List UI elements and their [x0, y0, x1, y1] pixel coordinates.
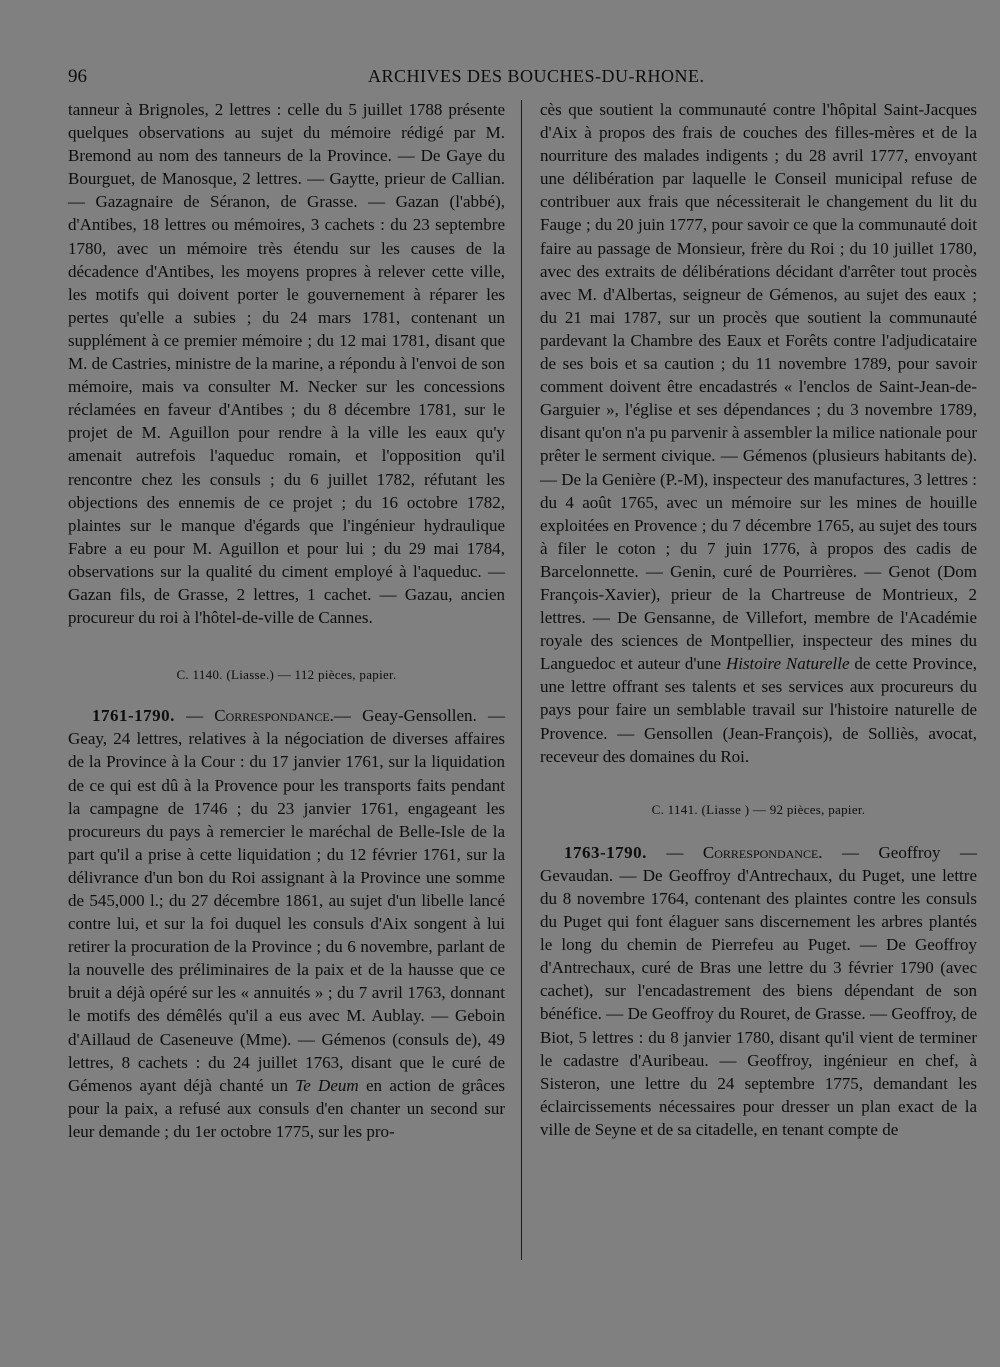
archive-reference: C. 1140. (Liasse.) — 112 pièces, papier.: [176, 667, 397, 683]
continuation-text-end: de cette Province, une lettre offrant ses talents et ses services aux procureurs du pays pour faire un semblable travail sur l'histoire naturelle de Provence. — Gensollen (Jean-François), de Solliès, avocat, receveur des domaines du Roi.: [540, 654, 977, 766]
entry-text-end: en action de grâces pour la paix, a refusé aux consuls d'en chanter un second sur leur demande ; du 1er octobre 1775, sur les pro-: [68, 1075, 505, 1141]
entry-text: — Geoffroy — Gevaudan. — De Geoffroy d'Antrechaux, du Puget, une lettre du 8 novembre 1764, contenant des plaintes contre les consuls du Puget qui font élaguer sans discernement les arbres plantés le long du chemin de Pierrefeu au Puget. — De Geoffroy d'Antrechaux, curé de Bras une lettre du 3 février 1790 (avec cachet), sur l'encadastrement des biens dépendant de son bénéfice. — De Geoffroy du Rouret, de Grasse. — Geoffroy, de Biot, 5 lettres : du 8 janvier 1780, disant qu'il vient de terminer le cadastre d'Auribeau. — Geoffroy, ingénieur en chef, à Sisteron, une lettre du 24 septembre 1775, demandant les éclaircissements nécessaires pour dresser un plan exact de la ville de Seyne et de sa citadelle, en tenant compte de: [540, 842, 978, 1139]
continuation-italic: Histoire Naturelle: [725, 654, 850, 674]
archive-reference: C. 1141. (Liasse ) — 92 pièces, papier.: [651, 801, 866, 817]
continuation-paragraph: [540, 98, 977, 768]
continuation-text: cès que soutient la communauté contre l'hôpital Saint-Jacques d'Aix à propos des frais de couches des filles-mères et de la nourriture des malades indigents ; du 28 avril 1777, envoyant une délibération par laquelle le Conseil municipal refuse de contribuer aux frais que nécessiterait le changement du lit du Fauge ; du 20 juin 1777, pour savoir ce que la communauté doit faire au passage de Monsieur, frère du Roi ; du 10 juillet 1780, avec des extraits de délibérations décidant d'arrêter tout procès avec M. d'Albertas, seigneur de Gémenos, au sujet des eaux ; du 21 mai 1787, sur un procès que soutient la communauté pardevant la Chambre des Eaux et Forêts contre l'adjudicataire de ses bois et sa caution ; du 11 novembre 1789, pour savoir comment doivent être encadastrés « l'enclos de Saint-Jean-de-Garguier », l'église et ses dépendances ; du 3 novembre 1789, disant qu'on n'a pu parvenir à assembler la milice nationale pour prêter le serment civique. — Gémenos (plusieurs habitants de). — De la Genière (P.-M), inspecteur des manufactures, 3 lettres : du 4 août 1765, avec un mémoire sur les mines de houille exploitées en Provence ; du 7 décembre 1765, au sujet des tours à filer le coton ; du 7 juin 1776, à propos des cadis de Barcelonnette. — Genin, curé de Pourrières. — Genot (Dom François-Xavier), prieur de la Chartreuse de Montrieux, 2 lettres. — De Gensanne, de Villefort, membre de l'Académie royale des sciences de Montpellier, inspecteur des mines du Languedoc et auteur d'une: [540, 100, 977, 674]
inventory-entry: [540, 841, 977, 1141]
entry-separator: —: [174, 706, 215, 726]
entry-italic: Te Deum: [295, 1075, 359, 1095]
entry-heading: Correspondance.: [702, 842, 823, 862]
entry-dates: 1763-1790.: [564, 842, 647, 862]
page-number: 96: [68, 66, 87, 87]
running-title: ARCHIVES DES BOUCHES-DU-RHONE.: [368, 66, 705, 86]
column-divider: [521, 100, 522, 1260]
entry-text: — Geay-Gensollen. — Geay, 24 lettres, relatives à la négociation de diverses affaires de la Province à la Cour : du 17 janvier 1761, sur la liquidation de ce qui est dû à la Provence pour les transports faits pendant la campagne de 1746 ; du 23 janvier 1761, engageant les procureurs du pays à remercier le maréchal de Belle-Isle de la part qu'il a prise à cette liquidation ; du 12 février 1761, sur la délivrance d'un bon du Roi assignant à la Province une somme de 545,000 l.; du 27 décembre 1861, au sujet d'un libelle lancé contre lui, et sur la foi duquel les consuls d'Aix songent à lui retirer la procuration de la Province ; du 6 novembre, parlant de la nouvelle des préliminaires de la paix et de la hausse que ce bruit a déjà opéré sur les « annuités » ; du 7 avril 1763, donnant le motifs des démêlés qu'il a eus avec M. Aublay. — Geboin d'Aillaud de Caseneuve (Mme). — Gémenos (consuls de), 49 lettres, 8 cachets : du 24 juillet 1763, disant que le curé de Gémenos ayant déjà chanté un: [68, 706, 505, 1095]
entry-separator: —: [646, 842, 703, 862]
entry-dates: 1761-1790.: [92, 706, 175, 726]
continuation-paragraph: tanneur à Brignoles, 2 lettres : celle du 5 juillet 1788 présente quelques observations au sujet du mémoire rédigé par M. Bremond au nom des tanneurs de la Province. — De Gaye du Bourguet, de Manosque, 2 lettres. — Gaytte, prieur de Callian.— Gazagnaire de Séranon, de Grasse. — Gazan (l'abbé), d'Antibes, 18 lettres ou mémoires, 3 cachets : du 23 septembre 1780, avec un mémoire très étendu sur les causes de la décadence d'Antibes, les moyens propres à relever cette ville, les motifs qui doivent porter le gouvernement à réparer les pertes qu'elle a subies ; du 24 mars 1781, contenant un supplément à ce premier mémoire ; du 12 mai 1781, disant que M. de Castries, ministre de la marine, a répondu à l'envoi de son mémoire, mais va consulter M. Necker sur les concessions réclamées en faveur d'Antibes ; du 8 décembre 1781, sur le projet de M. Aguillon pour rendre à la ville les eaux qu'y amenait autrefois l'aqueduc romain, et l'opposition qu'il rencontre chez les consuls ; du 6 juillet 1782, réfutant les objections des ennemis de ce projet ; du 16 octobre 1782, plaintes sur le manque d'égards que l'ingénieur hydraulique Fabre a eu pour M. Aguillon et pour lui ; du 29 mai 1784, observations sur la qualité du ciment employé à l'aqueduc. — Gazan fils, de Grasse, 2 lettres, 1 cachet. — Gazau, ancien procureur du roi à l'hôtel-de-ville de Cannes.: [68, 100, 505, 628]
left-column: [68, 98, 505, 1143]
entry-heading: Correspondance.: [214, 706, 334, 726]
inventory-entry: [68, 704, 505, 1143]
right-column: [540, 98, 977, 1141]
